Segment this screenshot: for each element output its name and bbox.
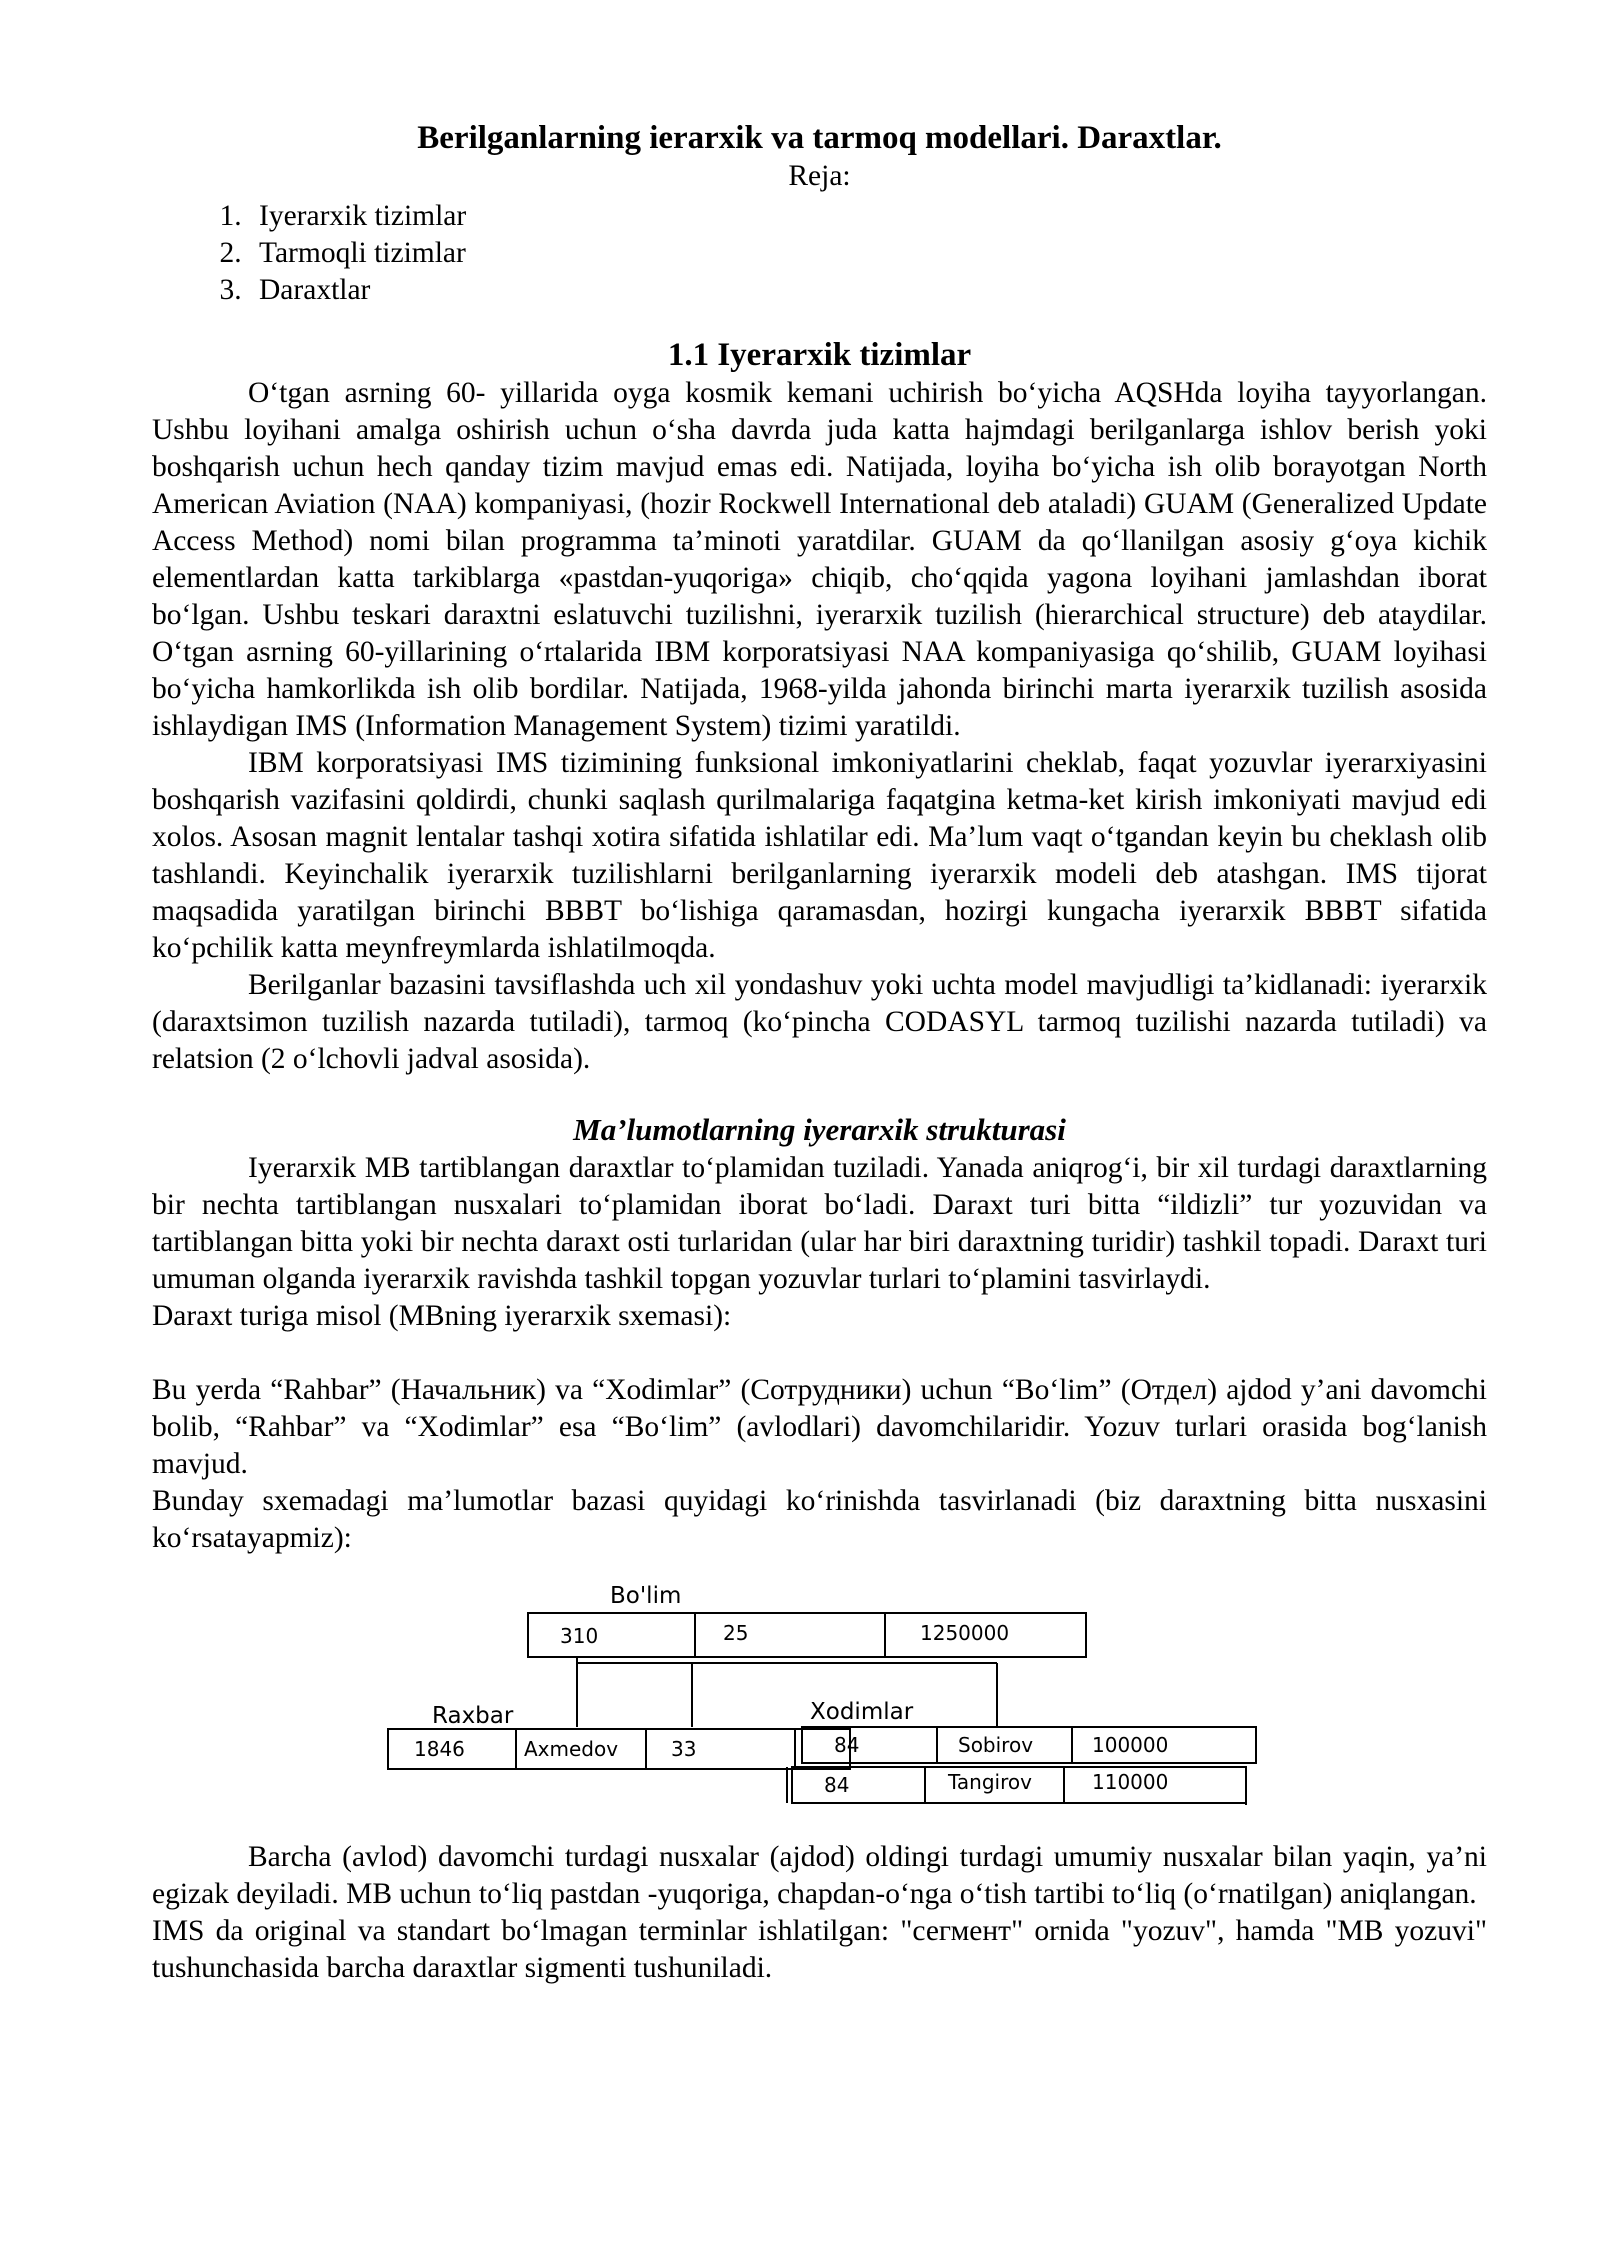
paragraph: Bunday sxemadagi ma’lumotlar bazasi quyidagi ko‘rinishda tasvirlanadi (biz daraxtning bitta nusxasini ko‘rsatayapmiz): [152,1485,1487,1554]
hierarchy-diagram [152,1567,1487,1827]
paragraph: Barcha (avlod) davomchi turdagi nusxalar (ajdod) oldingi turdagi umumiy nusxalar bilan yaqin, ya’ni egizak deyiladi. MB uchun to‘liq pastdan -yuqoriga, chapdan-o‘nga o‘tish tartibi to‘liq (o‘rnatilgan) aniqlangan. [152,1841,1487,1910]
right-cell: 84 [834,1733,860,1757]
plan-list [152,198,1487,309]
left-cell: Axmedov [524,1737,619,1761]
plan-heading: Reja: [788,160,851,192]
plan-item: 1. Iyerarxik tizimlar [249,198,1487,235]
paragraph: O‘tgan asrning 60- yillarida oyga kosmik kemani uchirish bo‘yicha AQSHda loyiha tayyorlangan. Ushbu loyihani amalga oshirish uchun o‘sha davrda juda katta hajmdagi berilganlarga ishlov berish yoki boshqarish uchun hech qanday tizim mavjud emas edi. Natijada, loyiha bo‘yicha ish olib borayotgan North American Aviation (NAA) kompaniyasi, (hozir Rockwell International deb ataladi) GUAM (Generalized Update Access Method) nomi bilan programma ta’minoti yaratdilar. GUAM da qo‘llanilgan asosiy g‘oya kichik elementlardan katta tarkiblarga «pastdan-yuqoriga» chiqib, cho‘qqida yagona loyihani jamlashdan iborat bo‘lgan. Ushbu teskari daraxtni eslatuvchi tuzilishni, iyerarxik tuzilish (hierarchical structure) deb ataydilar. O‘tgan asrning 60-yillarining o‘rtalarida IBM korporatsiyasi NAA kompaniyasiga qo‘shilib, GUAM loyihasi bo‘yicha hamkorlikda ish olib bordilar. Natijada, 1968-yilda jahonda birinchi marta iyerarxik tuzilish asosida ishlaydigan IMS (Information Management System) tizimi yaratildi. [152,377,1487,742]
paragraph: IBM korporatsiyasi IMS tizimining funksional imkoniyatlarini cheklab, faqat yozuvlar iyerarxiyasini boshqarish vazifasini qoldirdi, chunki saqlash qurilmalariga faqatgina ketma-ket kirish imkoniyati mavjud edi xolos. Asosan magnit lentalar tashqi xotira sifatida ishlatilar edi. Ma’lum vaqt o‘tgandan keyin bu cheklash olib tashlandi. Keyinchalik iyerarxik tuzilishlarni berilganlarning iyerarxik modeli deb atashgan. IMS tijorat maqsadida yaratilgan birinchi BBBT bo‘lishiga qaramasdan, hozirgi kungacha iyerarxik BBBT sifatida ko‘pchilik katta meynfreymlarda ishlatilmoqda. [152,747,1487,964]
right-cell: Tangirov [948,1770,1032,1794]
section-heading: 1.1 Iyerarxik tizimlar [667,337,972,373]
paragraph: Bu yerda “Rahbar” (Начальник) va “Xodimlar” (Сотрудники) uchun “Bo‘lim” (Отдел) ajdod y’ani davomchi bolib, “Rahbar” va “Xodimlar” esa “Bo‘lim” (avlodlari) davomchilaridir. Yozuv turlari orasida bog‘lanish mavjud. [152,1374,1487,1480]
plan-item: 2. Tarmoqli tizimlar [249,235,1487,272]
hierarchy-diagram-svg [152,1567,1487,1827]
left-child-label: Raxbar [432,1703,514,1729]
right-cell: 84 [824,1773,850,1797]
left-cell: 33 [671,1737,697,1761]
right-cell: 110000 [1092,1770,1169,1794]
paragraph: IMS da original va standart bo‘lmagan terminlar ishlatilgan: "сегмент" ornida "yozuv", hamda "MB yozuvi" tushunchasida barcha daraxtlar sigmenti tushuniladi. [152,1915,1487,1984]
paragraph: Iyerarxik MB tartiblangan daraxtlar to‘plamidan tuziladi. Yanada aniqrog‘i, bir xil turdagi daraxtlarning bir nechta tartiblangan nusxalari to‘plamidan iborat bo‘ladi. Daraxt turi bitta “ildizli” tur yozuvidan va tartiblangan bitta yoki bir nechta daraxt osti turlaridan (ular har biri daraxtning turidir) tashkil topadi. Daraxt turi umuman olganda iyerarxik ravishda tashkil topgan yozuvlar turlari to‘plamini tasvirlaydi. [152,1152,1487,1295]
right-child-label: Xodimlar [810,1699,914,1725]
tree-connectors [577,1657,997,1727]
root-cell: 25 [723,1621,749,1645]
left-cell: 1846 [414,1737,465,1761]
paragraph: Daraxt turiga misol (MBning iyerarxik sxemasi): [152,1300,732,1332]
root-cell: 1250000 [920,1621,1010,1645]
root-cell: 310 [560,1624,599,1648]
subsection-heading: Ma’lumotlarning iyerarxik strukturasi [573,1112,1066,1147]
plan-item: 3. Daraxtlar [249,272,1487,309]
blank-line [152,1335,1487,1372]
root-label: Bo'lim [610,1583,682,1609]
paragraph: Berilganlar bazasini tavsiflashda uch xil yondashuv yoki uchta model mavjudligi ta’kidlanadi: iyerarxik (daraxtsimon tuzilish nazarda tutiladi), tarmoq (ko‘pincha CODASYL tarmoq tuzilishi nazarda tutiladi) va relatsion (2 o‘lchovli jadval asosida). [152,969,1487,1075]
document-page [152,118,1487,1987]
document-title: Berilganlarning ierarxik va tarmoq modellari. Daraxtlar. [417,120,1222,156]
right-cell: 100000 [1092,1733,1169,1757]
right-cell: Sobirov [958,1733,1034,1757]
